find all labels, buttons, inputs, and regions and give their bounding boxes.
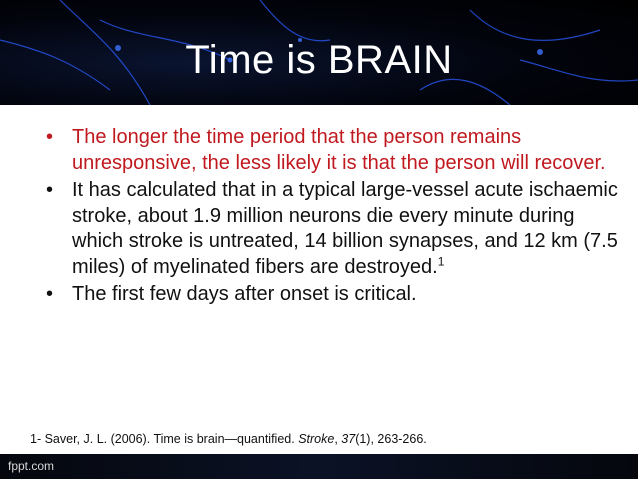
footer-band xyxy=(0,454,638,479)
citation-journal: Stroke xyxy=(298,432,335,446)
watermark: fppt.com xyxy=(8,459,55,473)
bullet-text: It has calculated that in a typical large-vessel acute ischaemic stroke, about 1.9 million neurons die every minute during which stroke is untreated, 14 billion synapses, and 12 km (7.5 miles) of myelinated fibers are destroyed. xyxy=(72,179,618,278)
citation xyxy=(30,432,427,446)
bullet-dot: • xyxy=(46,179,54,201)
bullet-dot: • xyxy=(46,126,54,148)
citation-volume: 37 xyxy=(341,432,356,446)
bullet-dot: • xyxy=(46,283,54,305)
footnote-marker: 1 xyxy=(437,253,445,268)
bullet-item xyxy=(44,282,624,308)
bullet-item xyxy=(44,178,624,280)
slide-title: Time is BRAIN xyxy=(185,38,453,82)
citation-rest: (1), 263-266. xyxy=(355,432,427,446)
citation-prefix: 1- Saver, J. L. (2006). Time is brain—quantified. xyxy=(30,432,299,446)
content-panel xyxy=(0,105,638,454)
bullet-list xyxy=(44,125,624,310)
bullet-text: The longer the time period that the person remains unresponsive, the less likely it is that the person will recover. xyxy=(72,126,606,174)
bullet-text: The first few days after onset is critical. xyxy=(72,283,417,305)
citation-separator: , xyxy=(334,432,342,446)
bullet-item xyxy=(44,125,624,176)
